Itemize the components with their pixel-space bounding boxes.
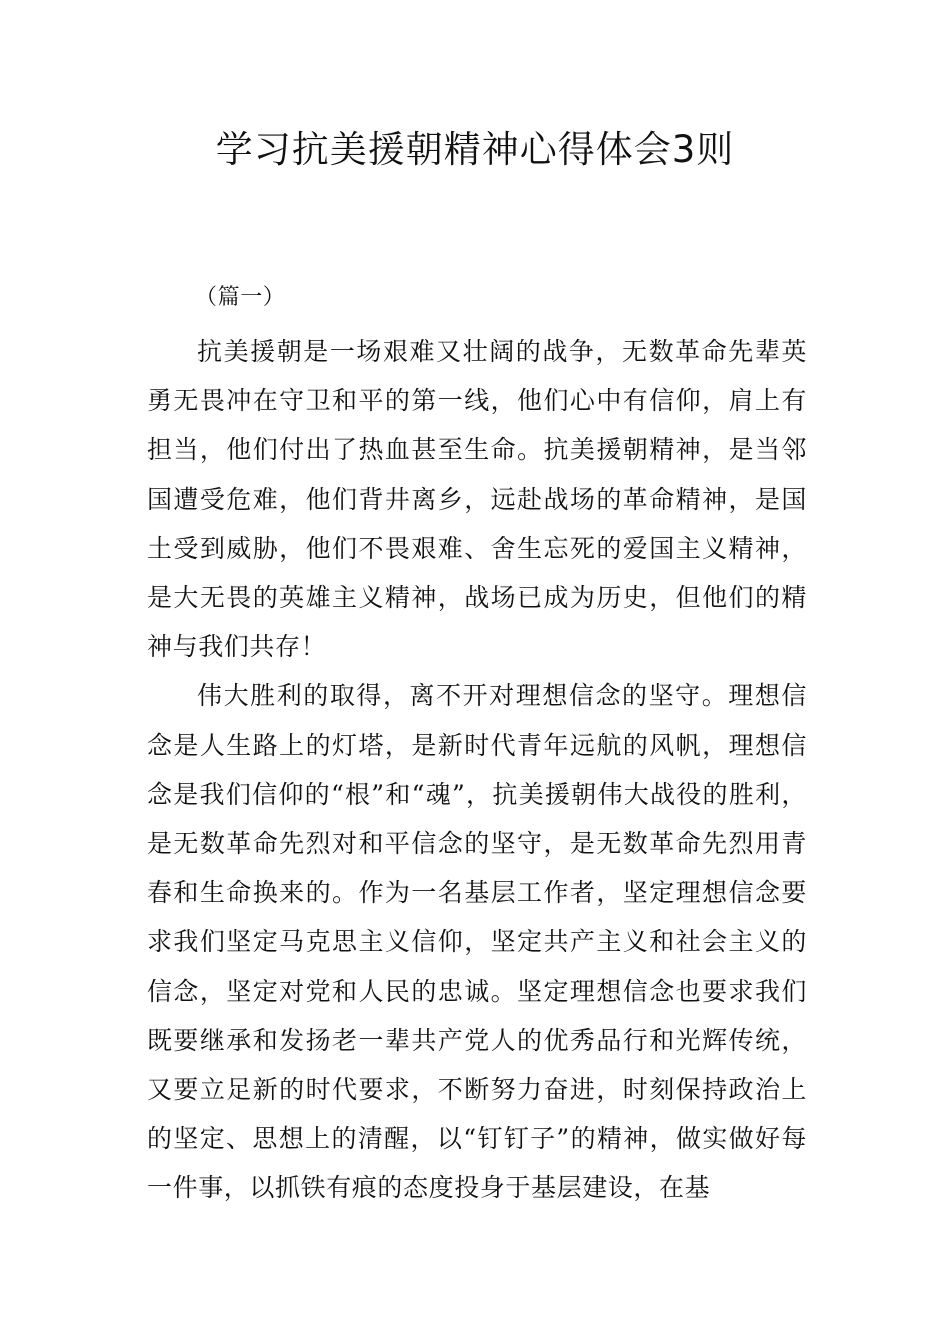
document-body <box>147 276 807 1213</box>
paragraph-2: 伟大胜利的取得，离不开对理想信念的坚守。理想信念是人生路上的灯塔，是新时代青年远航的风帆，理想信念是我们信仰的“根”和“魂”，抗美援朝伟大战役的胜利，是无数革命先烈对和平信念的坚守，是无数革命先烈用青春和生命换来的。作为一名基层工作者，坚定理想信念要求我们坚定马克思主义信仰，坚定共产主义和社会主义的信念，坚定对党和人民的忠诚。坚定理想信念也要求我们既要继承和发扬老一辈共产党人的优秀品行和光辉传统，又要立足新的时代要求，不断努力奋进，时刻保持政治上的坚定、思想上的清醒，以“钉钉子”的精神，做实做好每一件事，以抓铁有痕的态度投身于基层建设，在基 <box>147 681 807 1203</box>
section-label: （篇一） <box>195 285 286 310</box>
paragraph-1: 抗美援朝是一场艰难又壮阔的战争，无数革命先辈英勇无畏冲在守卫和平的第一线，他们心中有信仰，肩上有担当，他们付出了热血甚至生命。抗美援朝精神，是当邻国遭受危难，他们背井离乡，远赴战场的革命精神，是国土受到威胁，他们不畏艰难、舍生忘死的爱国主义精神，是大无畏的英雄主义精神，战场已成为历史，但他们的精神与我们共存！ <box>147 337 807 662</box>
document-title: 学习抗美援朝精神心得体会3则 <box>215 128 735 171</box>
